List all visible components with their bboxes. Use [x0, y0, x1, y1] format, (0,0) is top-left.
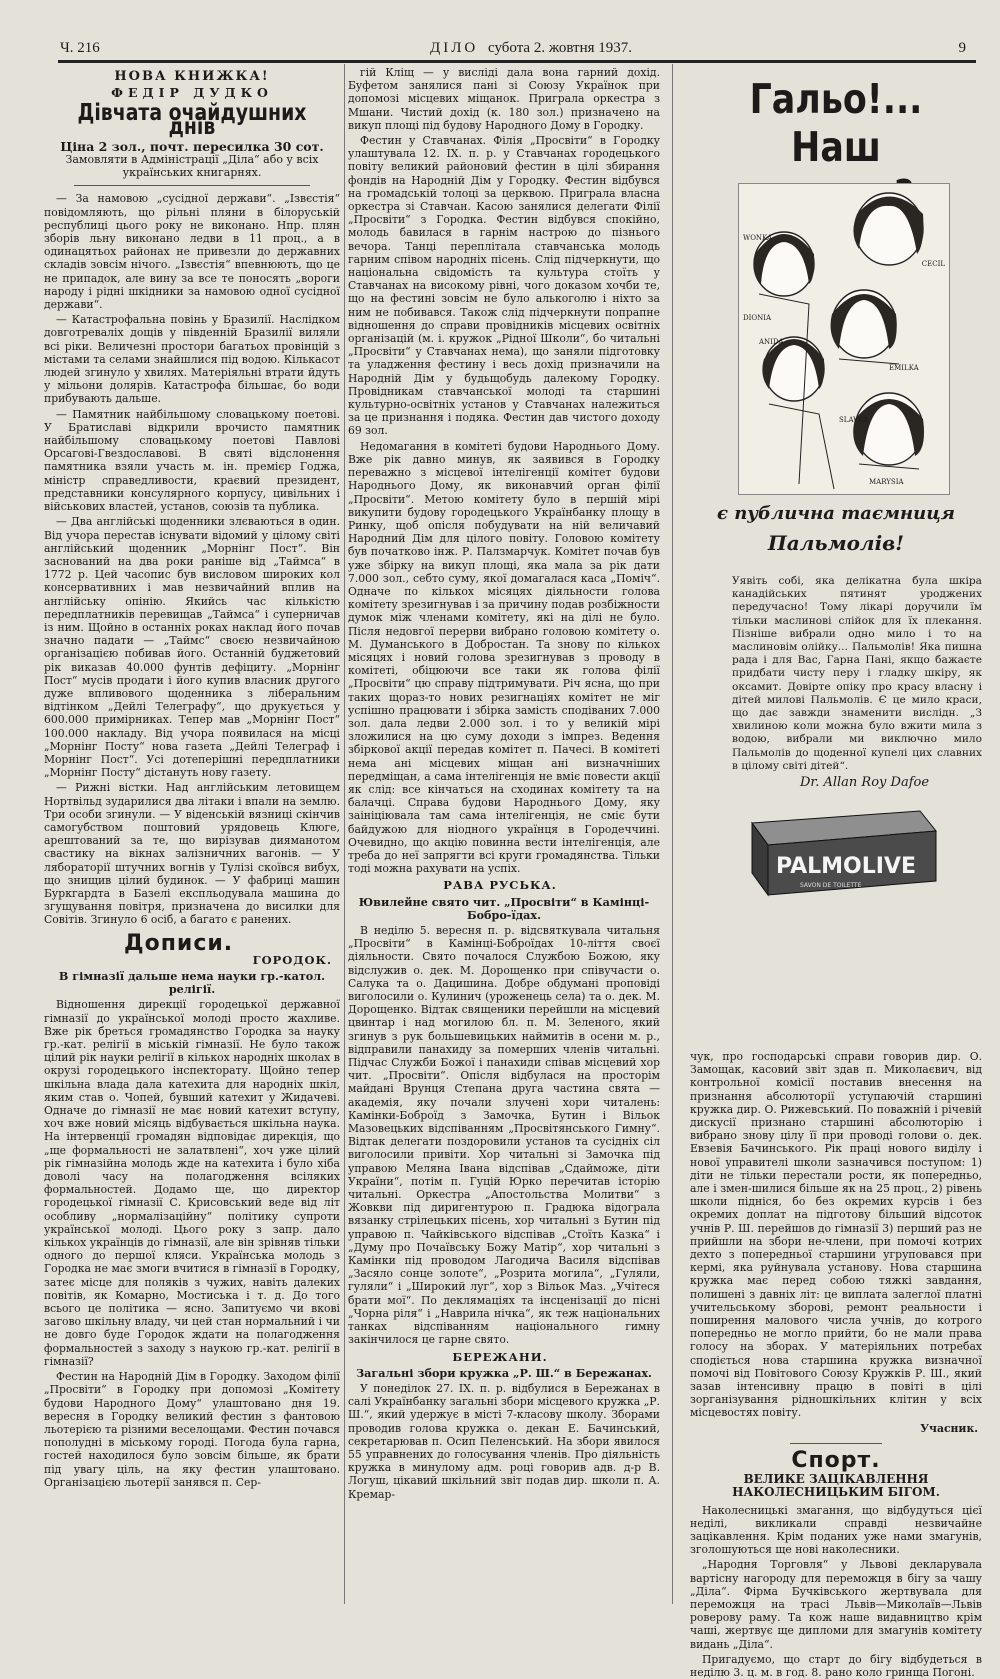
article-paragraph: гій Кліщ — у висліді дала вона гарний дохід. Буфетом занялися пані зі Союзу Українок при допомозі місцевих міщанок. Приграла оркестра з Мшани. Чистий дохід (к. 180 зол.) призначено на викуп площі під будову Народного Дому в Городку. — [348, 66, 660, 132]
page-header — [58, 38, 976, 63]
article-subhead: Ювилейне свято чит. „Просвіти“ в Камінці-Бобро-їдах. — [358, 894, 650, 922]
soap-bar-illustration — [740, 803, 940, 899]
book-ad-name: Дівчата очайдушних днів — [77, 100, 307, 140]
page-number: 9 — [958, 40, 966, 56]
book-ad-price: Ціна 2 зол., почт. пересилка 30 сот. — [60, 138, 324, 154]
issue-date: субота 2. жовтня 1937. — [488, 40, 633, 56]
book-ad-author: ФЕДІР ДУДКО — [111, 85, 273, 101]
girl-label: DIONIA — [743, 314, 772, 322]
column-divider — [344, 64, 345, 1604]
issue-number: Ч. 216 — [60, 40, 100, 56]
book-ad-title: НОВА КНИЖКА! — [114, 69, 270, 84]
soap-subtitle: SAVON DE TOILETTE — [800, 882, 862, 889]
soap-bar-icon — [740, 803, 940, 899]
column-2 — [348, 66, 660, 1601]
article-paragraph: Пригадуємо, що старт до бігу відбудеться в неділю 3. ц. м. в год. 8. рано коло гринща Погоні. — [690, 1652, 982, 1679]
news-item: — Катастрофальна повінь у Бразилії. Наслідком довготреваліх дощів у південній Бразилії виляли всі ріки. Величезні простори багатьох провінцій з містами та селами знайшлися під водою. Кількасот людей згинуло у хвилях. Матеріяльні втрати йдуть у мільони долярів. Катастрофа більшає, бо води прибувають дальше. — [44, 313, 341, 406]
place-heading: ГОРОДОК. — [252, 952, 332, 967]
place-heading: БЕРЕЖАНИ. — [452, 1349, 548, 1364]
place-heading: РАВА РУСЬКА. — [443, 878, 557, 893]
sport-section-title: Спорт. — [791, 1447, 881, 1473]
ad-body-text: Уявіть собі, яка делікатна була шкіра канадійських пятинят уроджених передучасно! Тому лікарі доручили їм тільки маслинові слійок для їх плекання. Пізніше вибрали одно мило і то на маслиновім олійку... Пальмолів! Яка пишна рада і для Вас, Гарна Пані, якщо бажаєте придбати чисту перу і гладку шкіру, як оксамит. Довірте опіку про красу власну і дітей милові Пальмолів. Є це мило краси, що дає завжди знаменити вислідн. „З хвилиною коли можна було вжити мила з водою, вибрали ми виключно мило Пальмолів до щоденної купелі цих славних в цілому світі дітей“. — [732, 575, 982, 772]
ad-headline-2: Наш — [791, 123, 881, 171]
article-subhead: В гімназії дальше нема науки гр.-катол. релігії. — [58, 969, 326, 997]
article-subhead: ВЕЛИКЕ ЗАЦІКАВЛЕННЯ НАКОЛЕСНИЦЬКИМ БІГОМ. — [732, 1472, 940, 1500]
palmolive-ad — [690, 75, 982, 1050]
ad-headline-1: Гальо!... — [749, 75, 923, 123]
article-paragraph: Відношення дирекції городецької державної гімназії до української молоді просто жахливе. Вже рік бреться громадянство Городка за науку гр.-кат. релігії в міській гімназії. Не було також цілий рік науки релігії в кількох народніх школах в окрузі городецького інспекторату. Щойно тепер шкільна влада дала катехита для народніх шкіл, яким став о. Чопей, бувший катехит у Жидачеві. Одначе до гімназії не має новий катехит вступу, хоч вже новий місяць відбувається шкільна наука. На інтервенції громадян відповідає дирекція, що „ще формальності не залатвлені“, хоч уже цілий рік гімназійна молодь жде на катехита і було хіба доволі часу на полагодження всіляких формальностей. Додамо ще, що директор городецької гімназії С. Крисовський веде від літ особливу „нормалізаційну“ політику супроти української молоді. Цього року з запр. дало кількох українців до гімназії, але він зрівняв тільки одного до першої кляси. Українська молодь з Городка не має змоги вчитися в гімназії в Городку, затеє місце для поляків з чужих, навіть далеких повітів, як Комарно, Мостиська і т. д. До того всього це політика — ясно. Запитуємо чи вкові загово шкільну владу, чи цей стан нормальний і чи не довго буде Городок ждати на полагодження формальностей з заходу з наукою гр.-кат. релігії в гімназії? — [44, 998, 340, 1368]
article-paragraph: В неділю 5. вересня п. р. відсвяткувала читальня „Просвіти“ в Камінці-Боброїдах 10-ліття своєї діяльности. Свято почалося Службою Божою, яку відслужив о. дек. М. Дорощенко при співучасти о. Салука та о. Дацишина. Добре обдумані проповіді виголосили о. Кулинич (уроженець села) та о. дек. М. Дорощенко. Відтак священики перейшли на місцевий цвинтар і над могилою бл. п. М. Зеленого, який згинув з рук большевицьких наймитів в осени м. р., відправили панахиду за померших членів читальні. Підчас Служби Божої і панахиди співав місцевий хор чит. „Просвіти“. Опісля відбулася на просторім майдані Врунця Степана друга частина свята — академія, яку почали злучені хори читалень: Камінки-Боброїд з Замочка, Бутин і Вільок Мазовецьких відспіванням „Просвітянського Гимну“. Відтак делегати поздоровили установ та сусідніх сіл виголосили привіти. Хор читальні зі Замочка під управою Меляна Івана відспівав „Сдайможе, діти України“, потім п. Гуцій Юрко перечитав історію читальні. Оркестра „Апостольства Молитви“ з Жовкви під диригентурою п. Градюка відограла вязанку стрілецьких пісень, хор читальні з Бутин під управою п. Чайківського відспівав „Стоїть Казка“ і „Думу про Почаївську Божу Матір“, хор читальні з Камінки під проводом Лагодича Василя відспівав „Засяло сонце золоте“, „Розрита могила“, „Гуляли, гуляли“ і „Широкий луг“, хор з Вільок Маз. „Учітеся брати мої“. По деклямаціях та інсценізації до пісні „Чорна ріля“ і „Наврила нічка“, як теж національних танках відспіванням національного гимну закінчилося це гарне свято. — [348, 924, 660, 1347]
news-item: — Два англійські щоденники злєваються в один. Від учора перестав існувати відомий у цілому світі англійський щоденник „Морнінг Пост“. Він заснований на два роки раніше від „Таймса“ в 1772 р. Цей часопис був висловом широких кол консервативних і мав незвичайний вплив на англійську опінію. Якийсь час кількістю передплатників перевищав „Таймса“ і суперничав із ним. Щойно в останніх роках наклад його почав значно падати — „Таймс“ своєю незвичайною організацією побивав його. Останній буджетовий рік виказав 40.000 фунтів дефіциту. „Морнінг Пост“ мусів продати і його купив власник другого дуже впливового щоденника з ліберальним відтінком „Дейлі Телеграфу“, що друкується у 600.000 примірниках. Тепер мав „Морнінг Пост“ 100.000 накладу. Від учора появилася на місці „Морнінг Посту“ нова газета „Дейлі Телеграф і Морнінг Пост“. Усі дотеперішні передплатники „Морнінг Посту“ дістануть нову газету. — [44, 515, 340, 780]
book-ad-order: Замовляти в Адміністрації „Діла“ або у всіх українських книгарнях. — [65, 153, 319, 180]
divider — [74, 185, 310, 186]
article-paragraph: Наколесницькі змагання, що відбудуться цієї неділі, викликали справді незвичайне зацікавлення. Крім поданих уже нами змагунів, зголошуються ще нові наколесники. — [690, 1503, 982, 1557]
girl-label: MARYSIA — [869, 478, 904, 486]
girl-label: WONKA — [743, 234, 773, 242]
article-paragraph: „Народня Торговля“ у Львові декларувала вартісну нагороду для переможця в бігу за чашу „Діла“. Фірма Бучківського жертвувала для переможця на трасі Львів—Миколаїв—Львів роверову раму. Та кож наше видавництво крім чаші, жертвує ще дипломи для змагунів комітету видань „Діла“. — [690, 1558, 982, 1651]
signature: Dr. Allan Roy Dafoe — [800, 775, 930, 790]
article-paragraph: чук, про господарські справи говорив дир. О. Замощак, касовий звіт здав п. Миколаєвич, від контрольної комісії поставив внесення на признання абсолюторії уступаючій старшині кружка дир. О. Рижевський. По поважній і річевій дискусії признано старшині абсолюторію і вибрано знову цілу її при проводі голови о. дек. Евзевія Бачинського. Рік праці нового виділу і нової управителі школи зазначився поступом: 1) діти не тільки перестали рости, як попередньо, але і змен-шилися більше як на 25 проц., 2) рівень школи підніся, бо без окремих курсів і без окремих доплат на підготову більший відсоток учнів Р. Ш. перейшов до гімназії 3) перший раз не прийшли на збори не-члени, при помочі котрих дехто з попередньої старшини угруповався при кермі, яка руйнувала установу. Нова старшина кружка має перед собою тяжкі завдання, полишені з давніх літ: це виплата залеглої платні учительському зборові, ремонт реальности і поширення малового числа учнів, до котрого попередньо не могло прийти, бо не мали права голосу на зборах. У матеріяльних потребах сподіється нова старшина кружка визначної помочі від Повітового Союзу Кружків Р. Ш., який зазав інтенсивну працю в повіті в цілі зорганізування рідношкільних клітин у всіх місцевостях повіту. — [690, 1050, 982, 1420]
girl-label: EMILKA — [889, 364, 919, 372]
article-paragraph: Фестин у Ставчанах. Філія „Просвіти“ в Городку улаштувала 12. IX. п. р. у Ставчанах городецького повіту великий районовий фестин в цілі збирання фондів на Народній Дім у Городку. Фестин відбувся на громадській толоці за церквою. Приграла власна оркестра зі Ставчан. Касою занялися делегати Філії „Просвіти“ з Городка. Фестин відбувся спокійно, молодь бавилася в гарнім настрою до пізнього вечора. Танці переплітала ставчанська молодь гарним співом народніх пісень. Слід підчеркнути, що національна свідомість та культура стоїть у Ставчанах на високому рівні, чого доказом хочби те, що на фестині зовсім не було алькоголю і ніхто за ним не побивався. Також слід підчеркнути попрапне відношення до справи провідників місцевих освітніх організацій (м. і. кружок „Рідної Школи“, бо читальні „Просвіти“ у Ставчанах нема), що заняли підготовку та уладження фестину і весь дохід призначили на Народній Дім у будьщобудь далекому Городку. Провідникам ставчанської молоді та старшині культурно-освітніх установ у Ставчанах належиться за це признання і подяка. Фестин дав чистого доходу 69 зол. — [348, 134, 660, 438]
divider — [790, 1443, 882, 1444]
ad-tagline-1: є публична таємниця — [716, 503, 956, 524]
quintuplets-illustration — [738, 183, 950, 495]
news-item: — Памятник найбільшому словацькому поетові. У Братиславі відкрили врочисто памятник найбільшому словацькому поетові Павлові Орсагові-Гвездославові. В святі відслонення памятника взяли участь м. ін. премієр Годжа, міністр справедливости, краєвий президент, представники консулярного корпусу, цивільних і військових властей, установ, союзів та публика. — [44, 407, 340, 514]
article-author: Учасник. — [920, 1421, 978, 1435]
column-3 — [690, 1050, 982, 1679]
article-subhead: Загальні збори кружка „Р. Ш.“ в Бережанах. — [356, 1365, 652, 1380]
column-divider — [672, 64, 673, 1604]
article-paragraph: Недомагання в комітеті будови Народнього Дому. Вже рік давно минув, як заявився в Городку переважно з місцевої інтелігенції комітет будови Народнього Дому, як виконавчий орган філії „Просвіти“. Метою комітету було в першій мірі викупити будову городецького Українбанку площу в Ринку, щоб опісля побудувати на ній величавий Народний Дім для цілого повіту. Головою комітету був початково інж. Р. Палзмарчук. Комітет почав був уже збірку на викуп площі, яка мала за рік дати 7.000 зол., себто суму, якої домагалася каса „Поміч“. Одначе по кількох місяцях діяльности голова комітету зрезигнував і за причину подав розбіжности думок між членами комітету, які на ділі не було. Після недовгої перерви вибрано головою комітету о. М. Думанського в Добростан. Та знову по кількох місяцях і новий голова зрезигнував з проводу в комітеті, обіцюючи все таки як голова філії „Просвіти“ цю справу підтримувати. Річ ясна, що при таких щораз-то нових резигнаціях комітет не міг успішно працювати і збірка замість сподіваних 7.000 зол. дала ледви 2.000 зол. і то у великій мірі зложилися на цю суму доходи з імпрез. Ведення збіркової акції передав комітет п. Пачесі. В комітеті нема ані місцевих міщан ані визначніших передміщан, а сама інтелігенція не вміє повести акції як слід: все кінчаться на сходинах комітету та на балачці. Справа будови Народнього Дому, яку заініціювала там сама інтелігенція, не сміє бути байдужою для ніодного українця в Городеччині. Очевидно, що акцію повинна вести інтелігенція, але треба до неї запрягти всі круги громадянства. Тільки тоді можна рахувати на успіх. — [348, 439, 660, 876]
article-paragraph: У понеділок 27. IX. п. р. відбулися в Бережанах в салі Українбанку загальні збори місцевого кружка „Р. Ш.“, який удержує в місті 7-класову школу. Зборами проводив голова кружка о. декан Е. Бачинський, секретарював п. Осип Пеленський. На збори явилося 55 управнених до голосування членів. Про діяльність кружка в минулому адм. році говорив адв. д-р В. Логуш, цікавий шкільний звіт подав дир. школи п. А. Кремар- — [348, 1381, 660, 1501]
girl-label: ANIDA — [759, 338, 784, 346]
article-paragraph: Фестин на Народній Дім в Городку. Заходом філії „Просвіти“ в Городку при допомозі „Комітету будови Народного Дому“ улаштовано дня 19. вересня в Городку великий фестин з фантовою льотерією та різними веселощами. Фестин почався пополудні в міському городі. Погода була гарна, гостей находилося було зовсім більше, як брати під увагу ціль, на яку фестин улаштовано. Організацією льотерії занявся п. Сер- — [44, 1370, 340, 1489]
ad-tagline-2: Пальмолів! — [767, 531, 905, 555]
news-item: — Рижні вістки. Над англійським летовищем Нортвільд зударилися два літаки і впали на землю. Три особи згинули. — У віденській вязниці скінчив самогубством поштовий урядовець Клюге, арештований за те, що вирізував дияманотом свастику на вікнах залізничних вагонів. — У лябораторії штучних вогнів у Тулізі скоївся вибух, що знищив цілий будинок. — У фабриці машин Буркгардта в Базелі експльодувала машина до згущування повітря, призначена до висилки для Совітів. Згинуло 6 осіб, а багато є ранених. — [44, 781, 340, 927]
girl-label: CECIL — [921, 260, 945, 268]
column-1 — [44, 66, 340, 1601]
masthead: ДІЛО — [430, 40, 479, 56]
section-title: Дописи. — [124, 930, 234, 956]
soap-brand: PALMOLIVE — [776, 854, 917, 879]
girl-label: SLAVKA — [839, 416, 869, 424]
news-item: — За намовою „сусідної держави“. „Ізвєстія“ повідомляють, що рільні пляни в білоруській республиці цього року не виконано. Нпр. плян зборів льну виконано ледви в 11 проц., а в одинацятьох районах не привезли до державних складів зовсім нічого. „Ізвєстія“ впевнюють, що це не припадок, але вину за все те поносять „вороги народу і рідні шкідники за намовою одної сусідної держави“. — [44, 192, 340, 312]
